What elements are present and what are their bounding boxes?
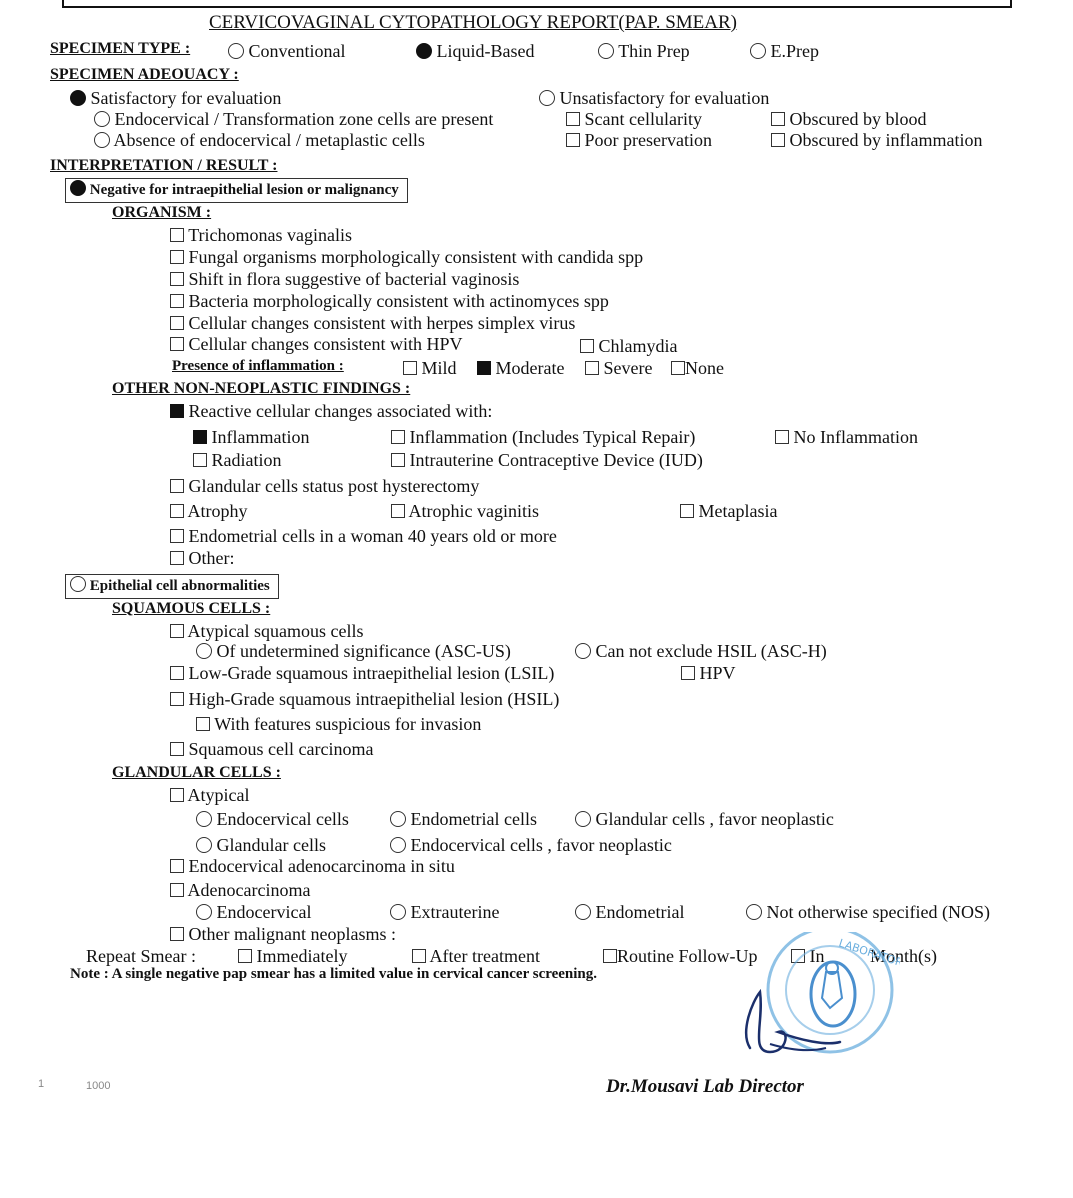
organism-candida[interactable]: Fungal organisms morphologically consistent with candida spp [170, 247, 643, 267]
radio-icon [598, 43, 614, 59]
radio-icon [390, 811, 406, 827]
other-malignant[interactable]: Other malignant neoplasms : [170, 924, 396, 944]
checkbox-icon [193, 453, 207, 467]
specimen-thin-prep[interactable]: Thin Prep [598, 41, 690, 61]
checkbox-icon [681, 666, 695, 680]
invasion-features[interactable]: With features suspicious for invasion [196, 714, 481, 734]
checkbox-icon [580, 339, 594, 353]
checkbox-icon [170, 529, 184, 543]
adequacy-obscured-inflammation[interactable]: Obscured by inflammation [771, 130, 982, 150]
adequacy-satisfactory[interactable]: Satisfactory for evaluation [70, 88, 281, 108]
specimen-liquid-based[interactable]: Liquid-Based [416, 41, 534, 61]
inflammation-presence-label: Presence of inflammation : [172, 358, 344, 374]
radiation[interactable]: Radiation [193, 450, 282, 470]
checkbox-icon [170, 479, 184, 493]
adeno-endometrial[interactable]: Endometrial [575, 902, 684, 922]
checkbox-icon [170, 504, 184, 518]
checkbox-checked-icon [193, 430, 207, 444]
reactive-inflammation[interactable]: Inflammation [193, 427, 309, 447]
specimen-e-prep[interactable]: E.Prep [750, 41, 819, 61]
checkbox-icon [671, 361, 685, 375]
radio-icon [228, 43, 244, 59]
checkbox-icon [170, 859, 184, 873]
organism-hpv[interactable]: Cellular changes consistent with HPV [170, 334, 462, 354]
asc-h[interactable]: Can not exclude HSIL (ASC-H) [575, 641, 827, 661]
checkbox-checked-icon [170, 404, 184, 418]
adequacy-poor-preservation[interactable]: Poor preservation [566, 130, 712, 150]
inflammation-mild[interactable]: Mild [403, 358, 457, 378]
adequacy-obscured-blood[interactable]: Obscured by blood [771, 109, 926, 129]
radio-icon [196, 904, 212, 920]
footer-code: 1000 [86, 1080, 111, 1092]
no-inflammation[interactable]: No Inflammation [775, 427, 918, 447]
endocervical-favor-neoplastic[interactable]: Endocervical cells , favor neoplastic [390, 835, 672, 855]
checkbox-icon [771, 133, 785, 147]
iud[interactable]: Intrauterine Contraceptive Device (IUD) [391, 450, 703, 470]
checkbox-icon [170, 228, 184, 242]
organism-herpes[interactable]: Cellular changes consistent with herpes simplex virus [170, 313, 575, 333]
checkbox-icon [566, 133, 580, 147]
squamous-label: SQUAMOUS CELLS : [112, 600, 271, 617]
checkbox-icon [170, 624, 184, 638]
interpretation-label: INTERPRETATION / RESULT : [50, 157, 278, 174]
adeno-extrauterine[interactable]: Extrauterine [390, 902, 499, 922]
radio-icon [94, 132, 110, 148]
checkbox-icon [603, 949, 617, 963]
checkbox-icon [170, 666, 184, 680]
adenocarcinoma-in-situ[interactable]: Endocervical adenocarcinoma in situ [170, 856, 455, 876]
checkbox-icon [771, 112, 785, 126]
glandular-post-hysterectomy[interactable]: Glandular cells status post hysterectomy [170, 476, 479, 496]
checkbox-icon [170, 692, 184, 706]
radio-icon [539, 90, 555, 106]
repeat-immediately[interactable]: Immediately [238, 946, 347, 966]
organism-chlamydia[interactable]: Chlamydia [580, 336, 678, 356]
squamous-carcinoma[interactable]: Squamous cell carcinoma [170, 739, 373, 759]
radio-icon [390, 904, 406, 920]
adequacy-scant-cellularity[interactable]: Scant cellularity [566, 109, 702, 129]
checkbox-icon [170, 250, 184, 264]
checkbox-icon [170, 272, 184, 286]
checkbox-icon [238, 949, 252, 963]
radio-icon [196, 811, 212, 827]
checkbox-icon [403, 361, 417, 375]
stamp-lettering: LABORATORY [837, 936, 900, 972]
radio-icon [390, 837, 406, 853]
glandular-atypical[interactable]: Atypical [170, 785, 250, 805]
radio-icon [575, 811, 591, 827]
adeno-nos[interactable]: Not otherwise specified (NOS) [746, 902, 990, 922]
lab-stamp-graphic [730, 932, 900, 1072]
epithelial-abnormalities[interactable]: Epithelial cell abnormalities [65, 574, 279, 599]
checkbox-icon [170, 551, 184, 565]
repeat-after-treatment[interactable]: After treatment [412, 946, 540, 966]
checkbox-icon [775, 430, 789, 444]
atrophy[interactable]: Atrophy [170, 501, 248, 521]
radio-icon [70, 576, 86, 592]
checkbox-icon [170, 927, 184, 941]
checkbox-icon [391, 430, 405, 444]
checkbox-icon [391, 504, 405, 518]
organism-label: ORGANISM : [112, 204, 212, 221]
negative-for-lesion[interactable]: Negative for intraepithelial lesion or malignancy [65, 178, 408, 203]
radio-selected-icon [70, 180, 86, 196]
checkbox-icon [680, 504, 694, 518]
adequacy-unsatisfactory[interactable]: Unsatisfactory for evaluation [539, 88, 769, 108]
glandular-endometrial-cells[interactable]: Endometrial cells [390, 809, 537, 829]
organism-trichomonas[interactable]: Trichomonas vaginalis [170, 225, 352, 245]
radio-icon [196, 837, 212, 853]
repeat-routine[interactable]: Routine Follow-Up [603, 946, 758, 966]
radio-icon [750, 43, 766, 59]
other-findings-label: OTHER NON-NEOPLASTIC FINDINGS : [112, 380, 411, 397]
adequacy-endocervical-present[interactable]: Endocervical / Transformation zone cells are present [94, 109, 493, 129]
inflammation-none[interactable]: None [671, 358, 724, 378]
asc-us[interactable]: Of undetermined significance (ASC-US) [196, 641, 511, 661]
checkbox-icon [170, 294, 184, 308]
adeno-endocervical[interactable]: Endocervical [196, 902, 311, 922]
hpv[interactable]: HPV [681, 663, 736, 683]
checkbox-icon [196, 717, 210, 731]
note: Note : A single negative pap smear has a limited value in cervical cancer screening. [70, 966, 598, 982]
repeat-months-label: Month(s) [870, 946, 937, 966]
atypical-squamous[interactable]: Atypical squamous cells [170, 621, 363, 641]
inflammation-typical-repair[interactable]: Inflammation (Includes Typical Repair) [391, 427, 695, 447]
lsil[interactable]: Low-Grade squamous intraepithelial lesion (LSIL) [170, 663, 554, 683]
top-border [62, 0, 1012, 8]
checkbox-icon [170, 883, 184, 897]
checkbox-icon [170, 742, 184, 756]
inflammation-moderate[interactable]: Moderate [477, 358, 564, 378]
repeat-smear-label: Repeat Smear : [86, 946, 196, 966]
radio-icon [196, 643, 212, 659]
checkbox-icon [566, 112, 580, 126]
radio-selected-icon [70, 90, 86, 106]
lab-stamp-logo [730, 932, 900, 1072]
organism-actinomyces[interactable]: Bacteria morphologically consistent with actinomyces spp [170, 291, 609, 311]
checkbox-icon [170, 788, 184, 802]
checkbox-checked-icon [477, 361, 491, 375]
endometrial-cells-40[interactable]: Endometrial cells in a woman 40 years old or more [170, 526, 557, 546]
checkbox-icon [170, 337, 184, 351]
metaplasia[interactable]: Metaplasia [680, 501, 777, 521]
repeat-in[interactable]: In [791, 946, 825, 966]
adenocarcinoma[interactable]: Adenocarcinoma [170, 880, 310, 900]
other-finding[interactable]: Other: [170, 548, 234, 568]
atrophic-vaginitis[interactable]: Atrophic vaginitis [391, 501, 539, 521]
specimen-adequacy-label: SPECIMEN ADEOUACY : [50, 66, 239, 83]
checkbox-icon [412, 949, 426, 963]
radio-selected-icon [416, 43, 432, 59]
specimen-type-label: SPECIMEN TYPE : [50, 40, 191, 57]
glandular-endocervical-cells[interactable]: Endocervical cells [196, 809, 349, 829]
hsil[interactable]: High-Grade squamous intraepithelial lesion (HSIL) [170, 689, 559, 709]
organism-bacterial-vaginosis[interactable]: Shift in flora suggestive of bacterial vaginosis [170, 269, 519, 289]
radio-icon [94, 111, 110, 127]
checkbox-icon [585, 361, 599, 375]
radio-icon [575, 904, 591, 920]
radio-icon [746, 904, 762, 920]
adequacy-endocervical-absent[interactable]: Absence of endocervical / metaplastic cells [94, 130, 425, 150]
specimen-conventional[interactable]: Conventional [228, 41, 346, 61]
checkbox-icon [170, 316, 184, 330]
report-title: CERVICOVAGINAL CYTOPATHOLOGY REPORT(PAP. SMEAR) [209, 12, 738, 33]
checkbox-icon [391, 453, 405, 467]
signature: Dr.Mousavi Lab Director [606, 1076, 804, 1097]
glandular-cells[interactable]: Glandular cells [196, 835, 326, 855]
radio-icon [575, 643, 591, 659]
glandular-favor-neoplastic[interactable]: Glandular cells , favor neoplastic [575, 809, 834, 829]
reactive-changes[interactable]: Reactive cellular changes associated with: [170, 401, 492, 421]
glandular-label: GLANDULAR CELLS : [112, 764, 281, 781]
page-number: 1 [38, 1078, 45, 1090]
inflammation-severe[interactable]: Severe [585, 358, 652, 378]
